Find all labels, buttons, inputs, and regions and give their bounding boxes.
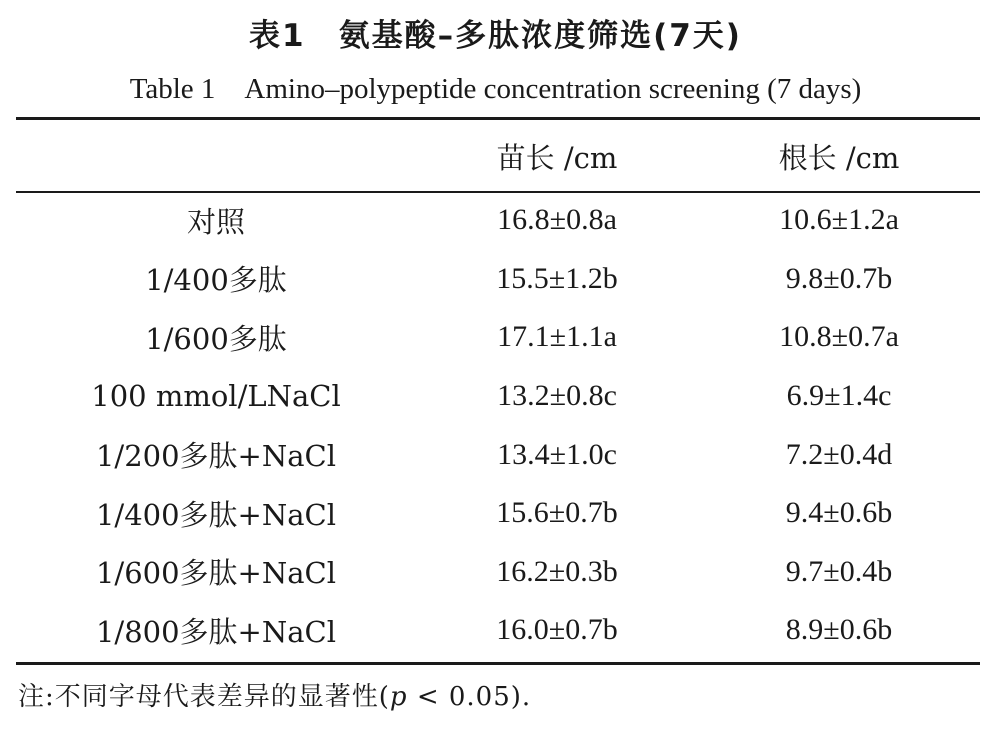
seedling-length-cell: 13.4±1.0c <box>497 437 617 471</box>
header-root-length: 根长 /cm <box>778 141 900 175</box>
table-row <box>16 425 980 484</box>
seedling-length-cell: 15.5±1.2b <box>496 261 618 295</box>
root-length-cell: 6.9±1.4c <box>786 379 892 413</box>
root-length-cell: 9.8±0.7b <box>785 261 893 295</box>
treatment-cell: 100 mmol/LNaCl <box>91 379 341 414</box>
root-length-cell: 8.9±0.6b <box>785 613 893 647</box>
table-row <box>16 308 980 367</box>
seedling-length-cell: 15.6±0.7b <box>496 496 618 530</box>
treatment-cell: 1/600多肽+NaCl <box>95 556 336 591</box>
table-row <box>16 543 980 602</box>
table-row <box>16 367 980 426</box>
table-title-chinese: 表1 氨基酸–多肽浓度筛选(7天) <box>249 18 742 54</box>
seedling-length-cell: 16.2±0.3b <box>496 554 618 588</box>
root-length-cell: 10.6±1.2a <box>779 203 899 237</box>
table-title-english: Table 1 Amino–polypeptide concentration screening (7 days) <box>129 73 862 105</box>
seedling-length-cell: 13.2±0.8c <box>497 379 617 413</box>
seedling-length-cell: 17.1±1.1a <box>497 320 617 354</box>
treatment-cell: 1/400多肽 <box>145 263 287 298</box>
footnote-suffix: < 0.05). <box>407 682 532 712</box>
seedling-length-cell: 16.8±0.8a <box>497 203 617 237</box>
header-row <box>16 122 980 191</box>
root-length-cell: 10.8±0.7a <box>779 320 899 354</box>
seedling-length-cell: 16.0±0.7b <box>496 613 618 647</box>
treatment-cell: 1/600多肽 <box>145 321 287 356</box>
treatment-cell: 1/400多肽+NaCl <box>95 497 336 532</box>
table-row <box>16 250 980 309</box>
table-row <box>16 601 980 660</box>
root-length-cell: 9.7±0.4b <box>785 554 893 588</box>
table-row <box>16 191 980 250</box>
treatment-cell: 1/800多肽+NaCl <box>95 614 336 649</box>
data-table <box>16 122 980 660</box>
root-length-cell: 9.4±0.6b <box>785 496 893 530</box>
treatment-cell: 1/200多肽+NaCl <box>95 439 336 474</box>
footnote-prefix: 注:不同字母代表差异的显著性( <box>18 682 390 712</box>
top-rule <box>16 117 980 120</box>
treatment-cell: 对照 <box>186 204 245 239</box>
header-seedling-length: 苗长 /cm <box>496 141 618 175</box>
bottom-rule <box>16 662 980 665</box>
header-treatment <box>16 122 416 191</box>
root-length-cell: 7.2±0.4d <box>785 437 893 471</box>
table-row <box>16 484 980 543</box>
footnote-p-symbol: p <box>389 682 408 712</box>
table-footnote <box>18 676 531 713</box>
